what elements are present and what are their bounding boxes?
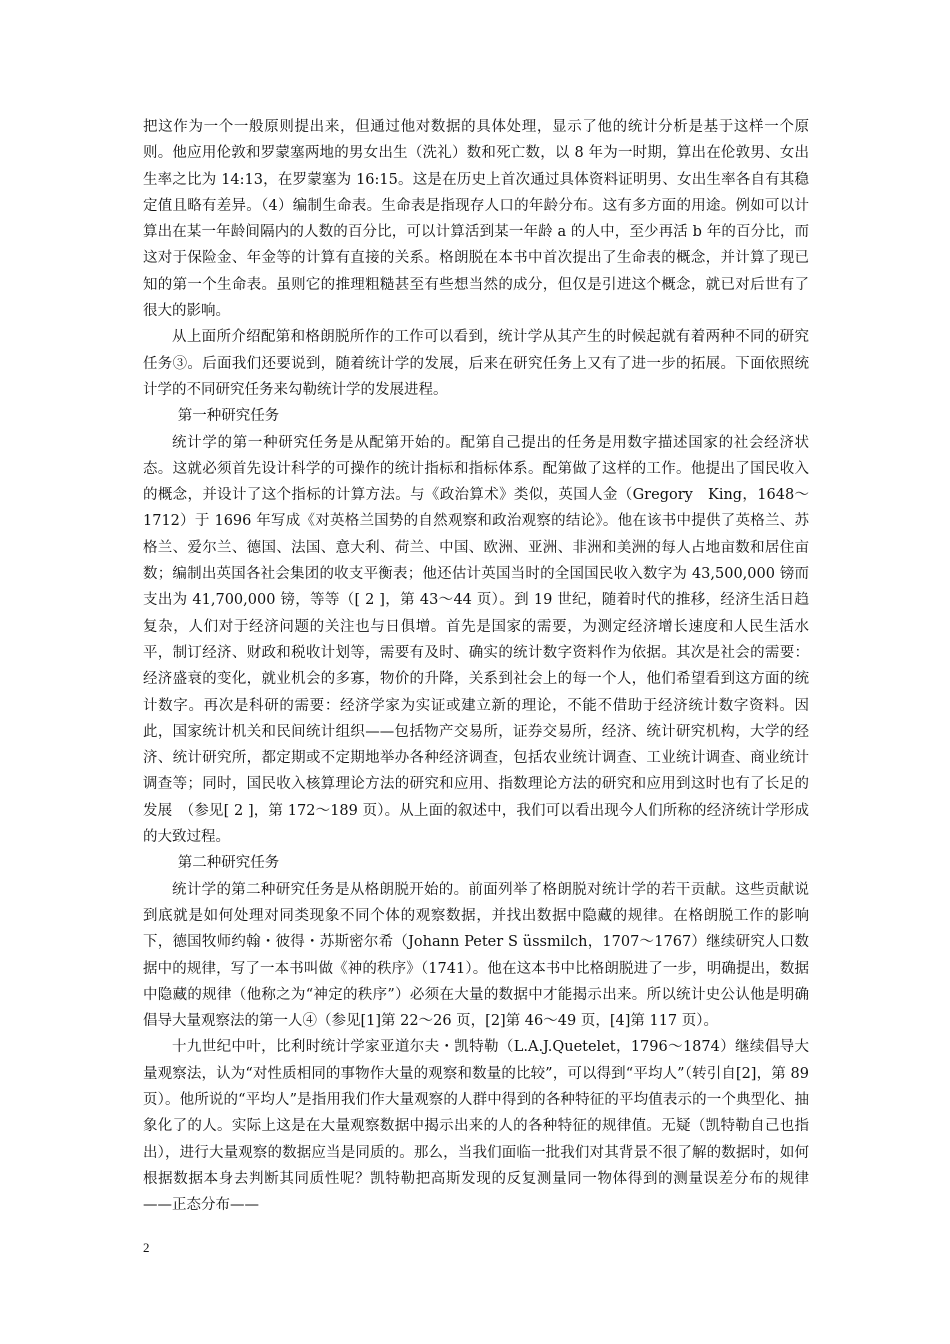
paragraph-3: 统计学的第一种研究任务是从配第开始的。配第自己提出的任务是用数字描述国家的社会经济状态。这就必须首先设计科学的可操作的统计指标和指标体系。配第做了这样的工作。他提出了国民收入的概念，并设计了这个指标的计算方法。与《政治算术》类似，英国人金（Gregory King，1648～1712）于 1696 年写成《对英格兰国势的自然观察和政治观察的结论》。他在该书中提供了英格兰、苏格兰、爱尔兰、德国、法国、意大利、荷兰、中国、欧洲、亚洲、非洲和美洲的每人占地亩数和居住亩数；编制出英国各社会集团的收支平衡表；他还估计英国当时的全国国民收入数字为 43,500,000 镑而支出为 41,700,000 镑，等等（[ 2 ]，第 43～44 页）。到 19 世纪，随着时代的推移，经济生活日趋复杂，人们对于经济问题的关注也与日俱增。首先是国家的需要，为测定经济增长速度和人民生活水平，制订经济、财政和税收计划等，需要有及时、确实的统计数字资料作为依据。其次是社会的需要：经济盛衰的变化，就业机会的多寡，物价的升降，关系到社会上的每一个人，他们希望看到这方面的统计数字。再次是科研的需要：经济学家为实证或建立新的理论，不能不借助于经济统计数字资料。因此，国家统计机关和民间统计组织——包括物产交易所，证券交易所，经济、统计研究机构，大学的经济、统计研究所，都定期或不定期地举办各种经济调查，包括农业统计调查、工业统计调查、商业统计调查等；同时，国民收入核算理论方法的研究和应用、指数理论方法的研究和应用到这时也有了长足的发展 （参见[ 2 ]，第 172～189 页）。从上面的叙述中，我们可以看出现今人们所称的经济统计学形成的大致过程。	[143, 434, 810, 846]
paragraph-4: 统计学的第二种研究任务是从格朗脱开始的。前面列举了格朗脱对统计学的若干贡献。这些贡献说到底就是如何处理对同类现象不同个体的观察数据，并找出数据中隐藏的规律。在格朗脱工作的影响下，德国牧师约翰・彼得・苏斯密尔希（Johann Peter S üssmilch，1707～1767）继续研究人口数据中的规律，写了一本书叫做《神的秩序》（1741）。他在这本书中比格朗脱进了一步，明确提出，数据中隐藏的规律（他称之为“神定的秩序”）必须在大量的数据中才能揭示出来。所以统计史公认他是明确倡导大量观察法的第一人④（参见[1]第 22～26 页，[2]第 46～49 页，[4]第 117 页）。	[143, 881, 809, 1030]
paragraph-1: 把这作为一个一般原则提出来，但通过他对数据的具体处理，显示了他的统计分析是基于这样一个原则。他应用伦敦和罗蒙塞两地的男女出生（洗礼）数和死亡数，以 8 年为一时期，算出在伦敦男、女出生率之比为 14:13，在罗蒙塞为 16:15。这是在历史上首次通过具体资料证明男、女出生率各自有其稳定值且略有差异。（4）编制生命表。生命表是指现存人口的年龄分布。这有多方面的用途。例如可以计算出在某一年龄间隔内的人数的百分比，可以计算活到某一年龄 a 的人中，至少再活 b 年的百分比，而这对于保险金、年金等的计算有直接的关系。格朗脱在本书中首次提出了生命表的概念，并计算了现已知的第一个生命表。虽则它的推理粗糙甚至有些想当然的成分，但仅是引进这个概念，就已对后世有了很大的影响。	[143, 119, 809, 320]
document-body	[143, 114, 809, 1218]
page-number: 2	[143, 1240, 150, 1255]
section-heading-second-task: 第二种研究任务	[177, 855, 280, 872]
paragraph-5: 十九世纪中叶，比利时统计学家亚道尔夫・凯特勒（L.A.J.Quetelet，1796～1874）继续倡导大量观察法，认为“对性质相同的事物作大量的观察和数量的比较”，可以得到“平均人”（转引自[2]，第 89 页）。他所说的“平均人”是指用我们作大量观察的人群中得到的各种特征的平均值表示的一个典型化、抽象化了的人。实际上这是在大量观察数据中揭示出来的人的各种特征的规律值。无疑（凯特勒自己也指出），进行大量观察的数据应当是同质的。那么，当我们面临一批我们对其背景不很了解的数据时，如何根据数据本身去判断其同质性呢？凯特勒把高斯发现的反复测量同一物体得到的测量误差分布的规律——正态分布——	[143, 1039, 809, 1214]
section-heading-first-task: 第一种研究任务	[177, 408, 280, 425]
paragraph-2: 从上面所介绍配第和格朗脱所作的工作可以看到，统计学从其产生的时候起就有着两种不同的研究任务③。后面我们还要说到，随着统计学的发展，后来在研究任务上又有了进一步的拓展。下面依照统计学的不同研究任务来勾勒统计学的发展进程。	[143, 329, 809, 398]
